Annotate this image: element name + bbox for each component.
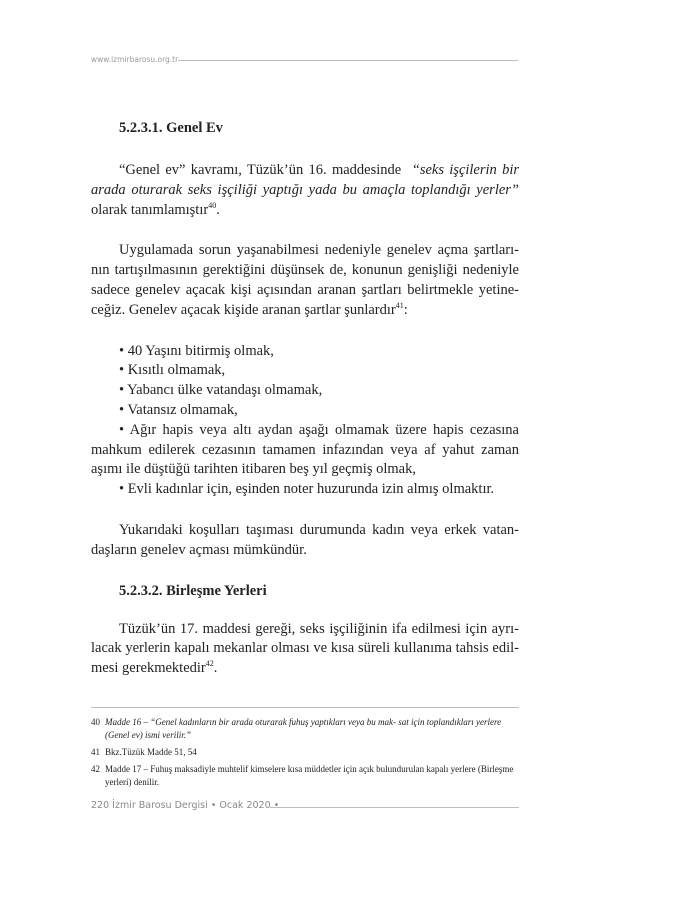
footnote-40: [91, 716, 521, 742]
footnote-text: Madde 17 – Fuhuş maksadiyle muhtelif kimselere kısa müddetler için açık bulundurulan kapalı yerlere (Birleşme yerleri) denilir.: [105, 764, 514, 787]
list-item: • Vatansız olmamak,: [119, 401, 238, 418]
paragraph-text: Tüzük’ün 17. maddesi gereği, seks işçiliğinin ifa edilmesi için ayrı-lacak yerlerin kapalı mekanlar olması ve kısa süreli kullanıma tahsis edil-mesi gerekmektedir: [91, 620, 519, 677]
main-content: [91, 118, 523, 679]
footnote-ref-40: 40: [208, 200, 217, 210]
footnote-rule: [91, 707, 519, 708]
list-item: • Yabancı ülke vatandaşı olmamak,: [119, 382, 323, 399]
section-heading-genel-ev: 5.2.3.1. Genel Ev: [119, 120, 223, 136]
footnote-ref-42: 42: [205, 659, 214, 669]
footnote-42: [91, 763, 521, 789]
paragraph-text: Uygulamada sorun yaşanabilmesi nedeniyle genelev açma şartları-nın tartışılmasının gerektiğini düşünsek de, konunun genişliği nedeniyle sadece genelev açacak kişi açısından aranan şartları belirtmekle yetine-ceğiz. Genelev açacak kişide aranan şartlar şunlardır: [91, 242, 523, 318]
section-heading-birlesme-yerleri: 5.2.3.2. Birleşme Yerleri: [119, 582, 267, 599]
footnote-number: 41: [91, 747, 100, 757]
page-footer: 220 İzmir Barosu Dergisi • Ocak 2020 •: [91, 800, 280, 811]
footnote-ref-41: 41: [395, 300, 404, 310]
footnote-41: [91, 746, 521, 759]
header-url: www.izmirbarosu.org.tr: [91, 55, 179, 64]
paragraph-text: olarak tanımlamıştır: [91, 181, 523, 218]
paragraph-text: .: [213, 660, 218, 677]
list-item: • Ağır hapis veya altı aydan aşağı olmamak üzere hapis cezasına mahkum edilerek cezasının tamamen infazından veya af yahut zaman aşımı ile düştüğü tarihten itibaren beş yıl geçmiş olmak,: [91, 421, 519, 478]
paragraph-birlesme: [91, 620, 519, 679]
list-item: • 40 Yaşını bitirmiş olmak,: [119, 342, 274, 359]
quoted-definition: “seks işçilerin bir arada oturarak seks işçiliği yaptığı yada bu amaçla toplandığı yerler”: [91, 162, 523, 198]
list-item: • Kısıtlı olmamak,: [119, 362, 226, 379]
paragraph-definition: [91, 161, 523, 220]
footnote-number: 42: [91, 764, 100, 774]
footnotes: [91, 716, 521, 793]
footnote-number: 40: [91, 717, 100, 727]
footnote-text: Bkz.Tüzük Madde 51, 54: [105, 747, 197, 757]
paragraph-text: “Genel ev” kavramı, Tüzük’ün 16. maddesinde: [119, 162, 412, 178]
paragraph-text: :: [403, 301, 408, 318]
paragraph-conclusion: Yukarıdaki koşulları taşıması durumunda kadın veya erkek vatan-daşların genelev açması mümkündür.: [91, 521, 519, 558]
conditions-list: [91, 342, 519, 500]
header-rule: [178, 60, 518, 61]
list-item: • Evli kadınlar için, eşinden noter huzurunda izin almış olmaktır.: [119, 481, 495, 498]
paragraph-text: .: [216, 201, 220, 218]
footer-rule: [270, 807, 519, 808]
paragraph-conditions-intro: [91, 241, 523, 320]
footnote-text: Madde 16 – “Genel kadınların bir arada oturarak fuhuş yaptıkları veya bu mak- sat için toplandıkları yerlere (Genel ev) ismi verilir.”: [105, 717, 502, 740]
